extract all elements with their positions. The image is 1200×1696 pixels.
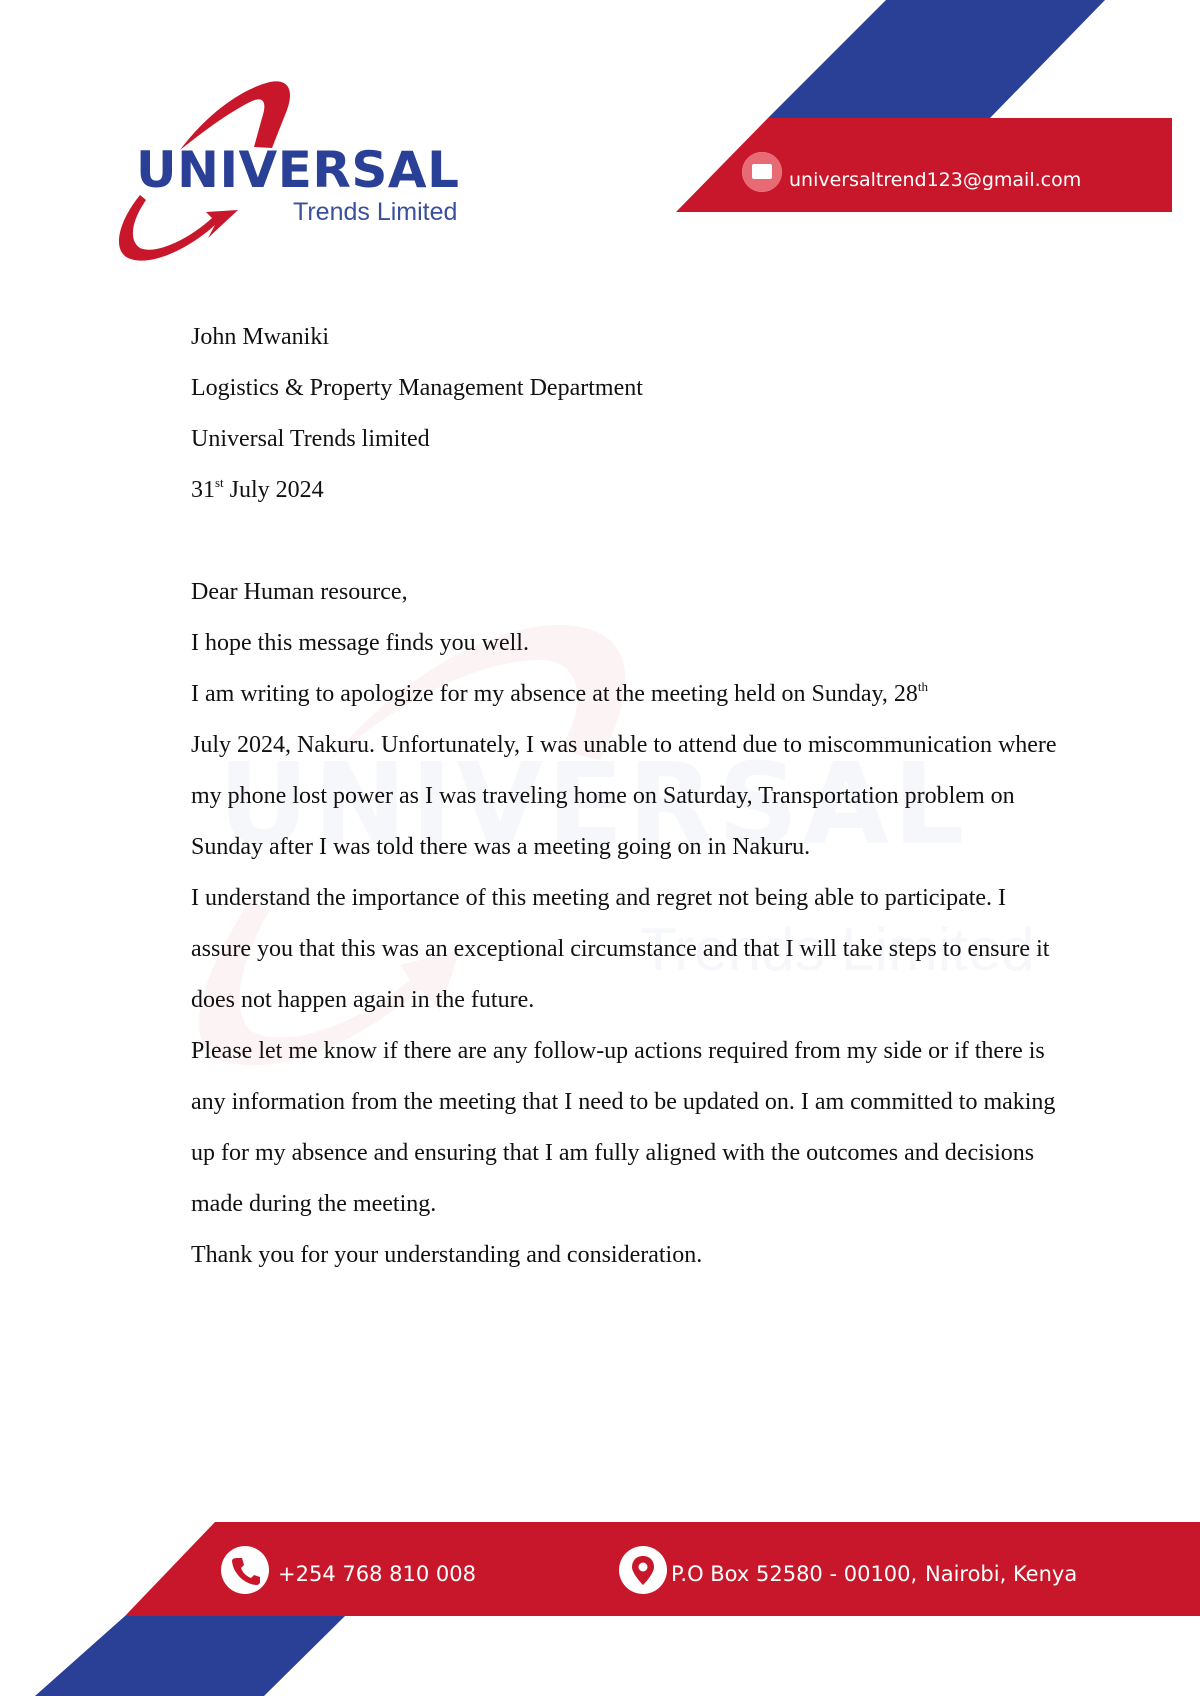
paragraph-regret: I understand the importance of this meeting and regret not being able to participate. I assure you that this was an exceptional circumstance and that I will take steps to ensure it does not happen again in the future. [191,885,1050,1013]
sender-company: Universal Trends limited [191,426,430,452]
paragraph-apology-start: I am writing to apologize for my absence at the meeting held on Sunday, 28 [191,681,918,707]
location-pin-icon [619,1546,667,1594]
footer-address: P.O Box 52580 - 00100, [671,1562,918,1586]
footer-city: Nairobi, Kenya [925,1562,1078,1586]
paragraph-follow-up: Please let me know if there are any follow-up actions required from my side or if there is any information from the meeting that I need to be updated on. I am committed to making up for my absence and ensuring that I am fully aligned with the outcomes and decisions made during the meeting. [191,1038,1056,1217]
opening-line: I hope this message finds you well. [191,630,529,656]
logo-subtitle: Trends Limited [293,198,458,226]
footer-phone[interactable]: +254 768 810 008 [278,1562,476,1586]
envelope-icon [742,152,782,192]
date-month-year: July 2024 [223,477,324,503]
paragraph-apology [191,669,1071,873]
paragraph-apology-sup: th [917,679,929,694]
letter-body [191,312,1071,1281]
closing-line: Thank you for your understanding and consideration. [191,1242,703,1268]
header-blue-band [768,0,1105,118]
date-suffix: st [215,475,224,490]
logo-swoosh-bottom [119,195,238,261]
logo-name: UNIVERSAL [136,141,460,199]
footer-blue-band [35,1616,345,1696]
header-email[interactable]: universaltrend123@gmail.com [789,169,1082,191]
letter-date [191,465,1071,516]
phone-icon [221,1546,269,1594]
sender-name: John Mwaniki [191,324,329,350]
sender-department: Logistics & Property Management Department [191,375,643,401]
paragraph-apology-rest: July 2024, Nakuru. Unfortunately, I was unable to attend due to miscommunication where my phone lost power as I was traveling home on Saturday, Transportation problem on Sunday after I was told there was a meeting going on in Nakuru. [191,732,1057,860]
logo-swoosh-top [180,81,290,150]
salutation: Dear Human resource, [191,579,408,605]
date-day: 31 [191,477,215,503]
